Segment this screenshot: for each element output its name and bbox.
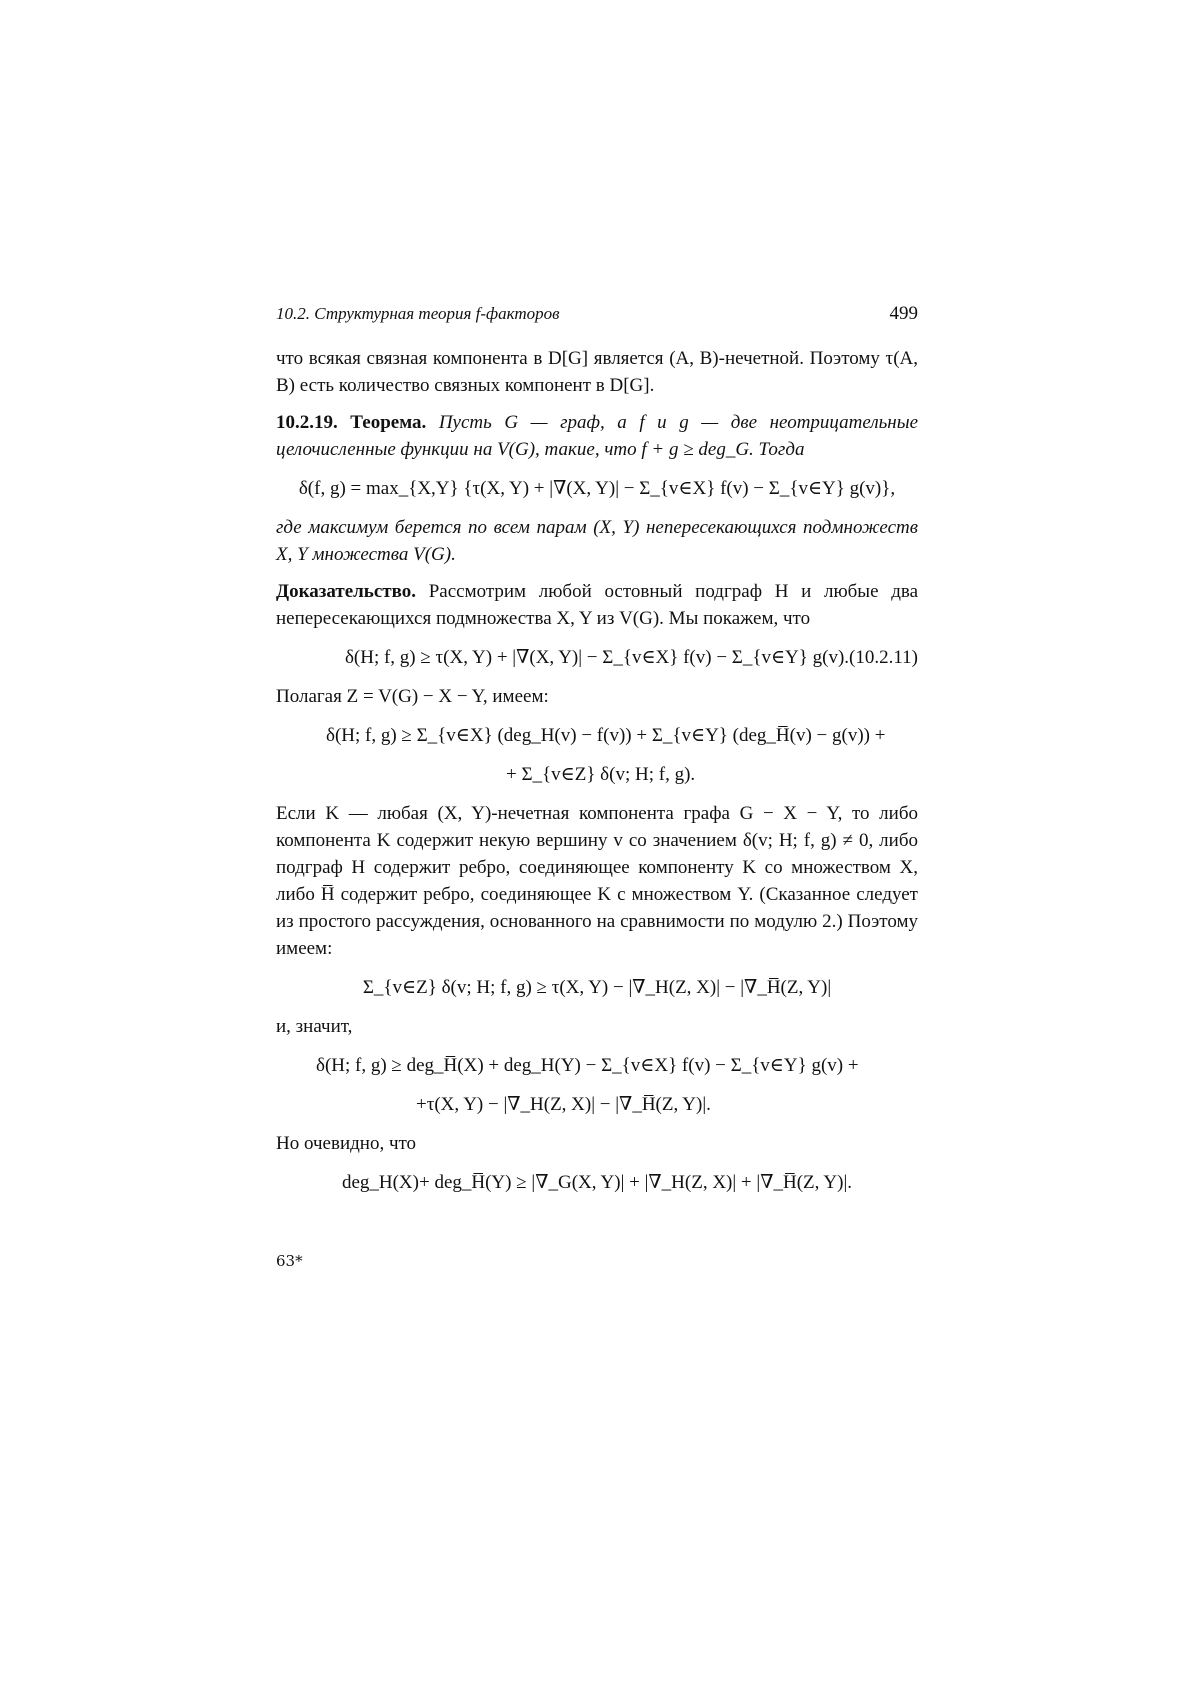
proof-text: Рассмотрим любой остовный подграф H и любые два непересекающихся подмножества X, Y из V(G). Мы покажем, что [276,581,919,629]
page-number: 499 [889,303,918,324]
section-title: 10.2. Структурная теория f-факторов [276,304,560,323]
paragraph-intro: что всякая связная компонента в D[G] является (A, B)-нечетной. Поэтому τ(A, B) есть количество связных компонент в D[G]. [276,348,918,396]
equation-theorem: δ(f, g) = max_{X,Y} {τ(X, Y) + |∇(X, Y)| − Σ_{v∈X} f(v) − Σ_{v∈Y} g(v)}, [298,478,896,499]
equation-set-line1: δ(H; f, g) ≥ Σ_{v∈X} (deg_H(v) − f(v)) + Σ_{v∈Y} (deg_H̅(v) − g(v)) + [326,725,886,746]
equation-10-2-11-body: δ(H; f, g) ≥ τ(X, Y) + |∇(X, Y)| − Σ_{v∈X} f(v) − Σ_{v∈Y} g(v). [344,647,850,668]
equation-set-line2: + Σ_{v∈Z} δ(v; H; f, g). [506,764,696,785]
theorem-condition: где максимум берется по всем парам (X, Y) непересекающихся подмножеств X, Y множества V(G). [276,517,918,565]
proof-label: Доказательство. [276,581,416,602]
signature-mark: 63* [276,1252,303,1270]
theorem-statement: Пусть G — граф, а f и g — две неотрицательные целочисленные функции на V(G), такие, что f + g ≥ deg_G. Тогда [276,412,919,460]
running-header [276,300,918,327]
proof [276,578,918,632]
page-body [276,300,918,1208]
theorem-label: 10.2.19. Теорема. [276,412,427,433]
paragraph-hence: и, значит, [276,1016,353,1037]
theorem [276,409,918,463]
paragraph-odd-component: Если K — любая (X, Y)-нечетная компонента графа G − X − Y, то либо компонента K содержит некую вершину v со значением δ(v; H; f, g) ≠ 0, либо подграф H содержит ребро, соединяющее компоненту K со множеством X, либо H̅ содержит ребро, соединяющее K с множеством Y. (Сказанное следует из простого рассуждения, основанного на сравнимости по модулю 2.) Поэтому имеем: [276,803,918,959]
paragraph-obviously: Но очевидно, что [276,1133,417,1154]
equation-hence-line1: δ(H; f, g) ≥ deg_H̅(X) + deg_H(Y) − Σ_{v∈X} f(v) − Σ_{v∈Y} g(v) + [316,1055,859,1076]
equation-obvious: deg_H(X)+ deg_H̅(Y) ≥ |∇_G(X, Y)| + |∇_H(Z, X)| + |∇_H̅(Z, Y)|. [341,1172,853,1193]
equation-10-2-11 [276,644,918,671]
equation-hence-line2: +τ(X, Y) − |∇_H(Z, X)| − |∇_H̅(Z, Y)|. [416,1094,711,1115]
equation-number: (10.2.11) [849,647,918,668]
paragraph-set-z: Полагая Z = V(G) − X − Y, имеем: [276,686,549,707]
equation-sum-z: Σ_{v∈Z} δ(v; H; f, g) ≥ τ(X, Y) − |∇_H(Z, X)| − |∇_H̅(Z, Y)| [362,977,832,998]
